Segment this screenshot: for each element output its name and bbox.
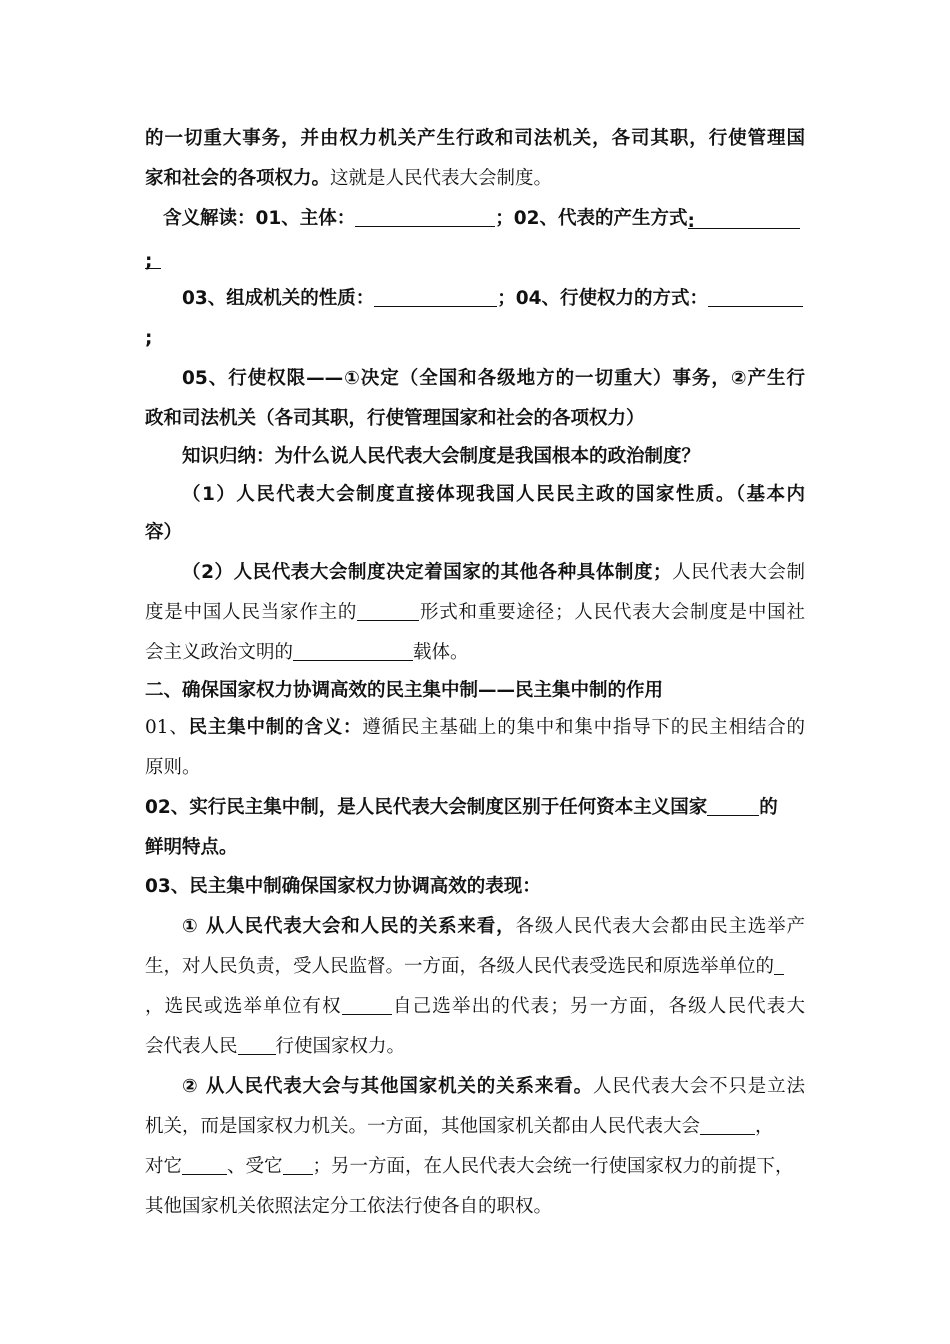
text: ；04、行使权力的方式： xyxy=(497,288,708,309)
text: 03、组成机关的性质： xyxy=(182,288,375,309)
bold-text: 民主集中制的含义： xyxy=(188,717,363,738)
text: 自己选举出的代表；另一方面，各级人民代表大 xyxy=(391,996,805,1017)
bold-text: ① 从人民代表大会和人民的关系来看， xyxy=(182,916,516,937)
blank xyxy=(700,1116,755,1135)
bold-text: （2）人民代表大会制度决定着国家的其他各种具体制度； xyxy=(182,562,672,583)
line-13 xyxy=(145,601,805,625)
line-22 xyxy=(145,955,805,979)
blank xyxy=(145,250,161,272)
line-18 xyxy=(145,796,805,820)
line-6: ; xyxy=(145,328,153,349)
bold-text: 家和社会的各项权力。 xyxy=(145,168,331,189)
line-5 xyxy=(182,287,805,311)
text: 生，对人民负责，受人民监督。一方面，各级人民代表受选民和原选举单位的 xyxy=(145,956,775,977)
line-16 xyxy=(145,716,805,740)
text: ， xyxy=(755,1116,774,1137)
text: 的 xyxy=(759,797,778,818)
blank xyxy=(708,288,803,307)
line-14 xyxy=(145,641,805,665)
blank xyxy=(707,797,759,816)
text: 遵循民主基础上的集中和集中指导下的民主相结合的 xyxy=(362,717,805,738)
text: 行使国家权力。 xyxy=(275,1036,406,1057)
line-11: 容） xyxy=(145,522,183,543)
text: 度是中国人民当家作主的 xyxy=(145,602,358,623)
line-8: 政和司法机关（各司其职，行使管理国家和社会的各项权力） xyxy=(145,408,645,429)
text: 各级人民代表大会都由民主选举产 xyxy=(515,916,805,937)
section-heading-2: 二、确保国家权力协调高效的民主集中制——民主集中制的作用 xyxy=(145,680,664,701)
text: 这就是人民代表大会制度。 xyxy=(330,168,553,189)
line-28: 其他国家机关依照法定分工依法行使各自的职权。 xyxy=(145,1196,553,1217)
line-24 xyxy=(145,1035,805,1059)
blank xyxy=(374,288,497,307)
blank xyxy=(355,208,495,227)
text: 机关，而是国家权力机关。一方面，其他国家机关都由人民代表大会 xyxy=(145,1116,701,1137)
line-21 xyxy=(182,915,805,939)
text: 会主义政治文明的 xyxy=(145,642,294,663)
line-3 xyxy=(163,207,805,231)
text: 形式和重要途径；人民代表大会制度是中国社 xyxy=(419,602,805,623)
line-7: 05、行使权限——①决定（全国和各级地方的一切重大）事务，②产生行 xyxy=(182,368,805,389)
line-9: 知识归纳：为什么说人民代表大会制度是我国根本的政治制度？ xyxy=(182,446,701,467)
text: 会代表人民 xyxy=(145,1036,238,1057)
line-10: （1）人民代表大会制度直接体现我国人民民主政的国家性质。（基本内 xyxy=(182,484,805,505)
blank xyxy=(182,1156,227,1175)
line-4 xyxy=(145,247,805,271)
line-23 xyxy=(145,995,805,1019)
blank xyxy=(238,1036,276,1055)
text: 对它 xyxy=(145,1156,183,1177)
blank xyxy=(283,1156,313,1175)
text: 02、实行民主集中制，是人民代表大会制度区别于任何资本主义国家 xyxy=(145,797,708,818)
line-26 xyxy=(145,1115,805,1139)
line-12 xyxy=(182,561,805,585)
line-2 xyxy=(145,167,805,191)
line-20: 03、民主集中制确保国家权力协调高效的表现： xyxy=(145,876,541,897)
text: 01、 xyxy=(145,717,189,738)
colon: : xyxy=(687,211,695,232)
blank xyxy=(687,210,800,232)
bold-text: ② 从人民代表大会与其他国家机关的关系来看。 xyxy=(182,1076,593,1097)
blank xyxy=(342,996,392,1015)
text: 、受它 xyxy=(227,1156,283,1177)
text: 含义解读：01、主体： xyxy=(163,208,356,229)
blank xyxy=(293,642,413,661)
blank xyxy=(357,602,419,621)
text: ；02、代表的产生方式 xyxy=(495,208,688,229)
line-25 xyxy=(182,1075,805,1099)
text: 载体。 xyxy=(413,642,469,663)
text: ；另一方面，在人民代表大会统一行使国家权力的前提下， xyxy=(312,1156,794,1177)
text: 人民代表大会不只是立法 xyxy=(592,1076,805,1097)
line-17: 原则。 xyxy=(145,757,201,778)
line-1: 的一切重大事务，并由权力机关产生行政和司法机关，各司其职，行使管理国 xyxy=(145,128,805,149)
line-19: 鲜明特点。 xyxy=(145,837,238,858)
line-27 xyxy=(145,1155,805,1179)
text: 人民代表大会制 xyxy=(671,562,805,583)
blank xyxy=(774,956,784,975)
text: ，选民或选举单位有权 xyxy=(145,996,342,1017)
semicolon: ; xyxy=(145,251,153,272)
